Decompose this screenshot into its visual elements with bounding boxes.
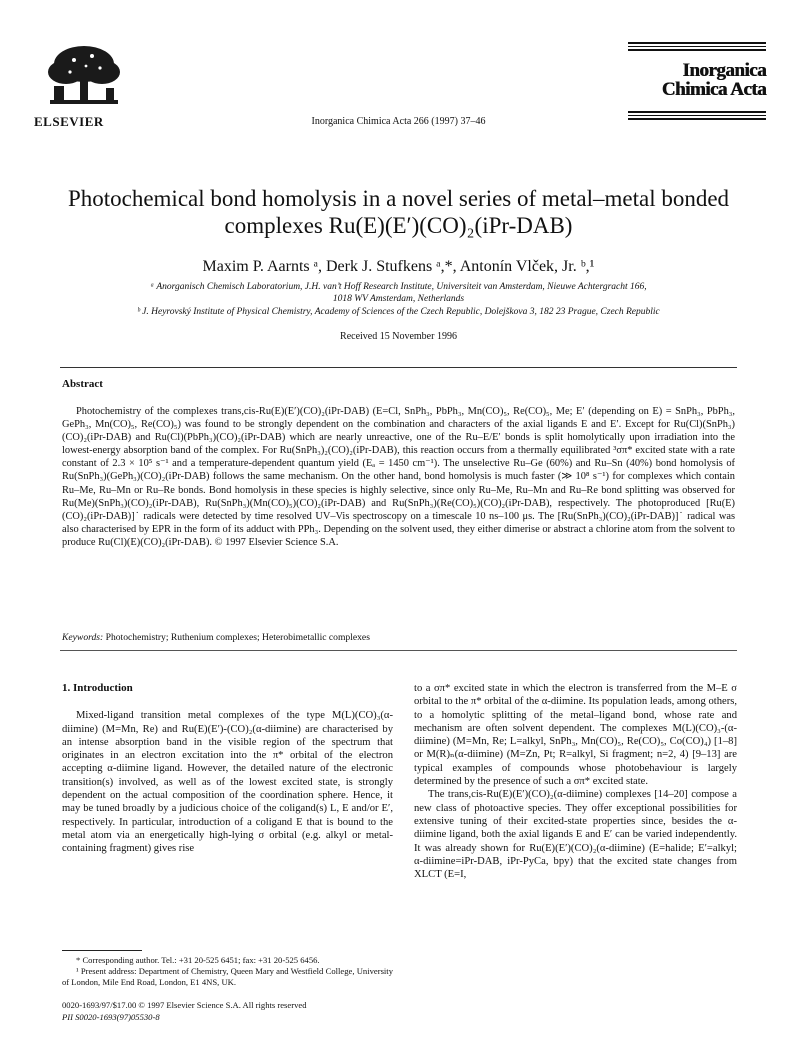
- body-paragraph: to a σπ* excited state in which the electron is transferred from the M–E σ orbital to the π* orbital of the α-diimine. Its population leads, among others, to a homolytic splitting of the metal–ligand bond, whose rate and mechanism are often solvent dependent. The complexes M(L)(CO)₃-(α-diimine) (M=Mn, Re; L=alkyl, SnPh₃, Mn(CO)₅, Re(CO)₅, Co(CO)₄) [1–8] or M(R)ₙ(α-diimine) (M=Zn, Pt; R=alkyl, Si fragment; n=2, 4) [9–13] are typical examples of compounds whose photobehaviour is largely determined by the presence of such a σπ* excited state.: [414, 683, 737, 788]
- author-list: Maxim P. Aarnts ᵃ, Derk J. Stufkens ᵃ,*, Antonín Vlček, Jr. ᵇ,¹: [202, 258, 595, 275]
- pii-line: PII S0020-1693(97)05530-8: [62, 1011, 160, 1022]
- title-line-2: complexes Ru(E)(E′)(CO)₂(iPr-DAB): [224, 213, 573, 238]
- footnote-corresponding: * Corresponding author. Tel.: +31 20-525 6451; fax: +31 20-525 6456.: [76, 955, 320, 965]
- divider: [60, 367, 737, 368]
- affiliation-a-line2: 1018 WV Amsterdam, Netherlands: [332, 294, 465, 304]
- affiliation-a-line1: ᵃ Anorganisch Chemisch Laboratorium, J.H. van’t Hoff Research Institute, Universiteit van Amsterdam, Nieuwe Achtergracht 166,: [150, 282, 647, 292]
- right-column: [414, 682, 737, 881]
- journal-name-line1: Inorganica: [682, 60, 766, 81]
- journal-citation: Inorganica Chimica Acta 266 (1997) 37–46: [311, 116, 486, 127]
- elsevier-tree-logo: [30, 42, 138, 110]
- section-heading: 1. Introduction: [62, 682, 133, 694]
- left-column: [62, 682, 393, 856]
- brand-rule: [628, 46, 766, 47]
- received-date: Received 15 November 1996: [340, 331, 457, 342]
- brand-rule: [628, 115, 766, 116]
- abstract-text: Photochemistry of the complexes trans,cis-Ru(E)(E′)(CO)₂(iPr-DAB) (E=Cl, SnPh₃, PbPh₃, Mn(CO)₅, Re(CO)₅, Me; E′ (depending on E) = SnPh₃, PbPh₃, GePh₃, Mn(CO)₅, Re(CO)₅) was found to be strongly dependent on the combination and characters of the axial ligands E and E′. Except for Ru(Cl)(SnPh₃)(CO)₂(iPr-DAB) and Ru(Cl)(PbPh₃)(CO)₂(iPr-DAB) which are nearly unreactive, one of the Ru–E/E′ bonds is split homolytically upon irradiation into the lowest-energy absorption band of the complex. For Ru(SnPh₃)₂(CO)₂(iPr-DAB), this reaction occurs from a thermally equilibrated ³σπ* excited state with a rate constant of 2.3 × 10⁵ s⁻¹ and a temperature-dependent quantum yield (Eₐ = 1450 cm⁻¹). The unselective Ru–Ge (60%) and Ru–Sn (40%) bond homolysis of Ru(SnPh₃)(GePh₃)(CO)₂(iPr-DAB) follows the same mechanism. On the other hand, bond homolysis is much faster (≫ 10⁸ s⁻¹) for complexes which contain Ru–Me, Ru–Mn or Ru–Re bonds. Bond homolysis in these species is highly selective, since only Ru–Me, Ru–Mn and Ru–Re bond splitting was observed for Ru(Me)(SnPh₃)(CO)₂(iPr-DAB), Ru(SnPh₃)(Mn(CO)₅)(CO)₂(iPr-DAB) and Ru(SnPh₃)(Re(CO)₅)(CO)₂(iPr-DAB), respectively. The photoproduced [Ru(E)(CO)₂(iPr-DAB)]˙ radicals were detected by time resolved UV–Vis spectroscopy on a timescale 10 ns–100 μs. The [Ru(SnPh₃)(CO)₂(iPr-DAB)]˙ radical was also characterised by EPR in the form of its adduct with PPh₃. Depending on the solvent used, they either dimerise or abstract a chlorine atom from the solvent to produce Ru(Cl)(E)(CO)₂(iPr-DAB). © 1997 Elsevier Science S.A.: [62, 406, 735, 548]
- publisher-name: ELSEVIER: [34, 114, 104, 129]
- keywords-list: Photochemistry; Ruthenium complexes; Heterobimetallic complexes: [105, 632, 370, 643]
- divider: [60, 650, 737, 651]
- keywords: [62, 632, 370, 643]
- keywords-label: Keywords:: [62, 632, 104, 643]
- journal-brand: [628, 42, 766, 122]
- abstract-heading: Abstract: [62, 378, 103, 390]
- title-line-1: Photochemical bond homolysis in a novel series of metal–metal bonded: [67, 186, 730, 211]
- body-paragraph: Mixed-ligand transition metal complexes of the type M(L)(CO)₃(α-diimine) (M=Mn, Re) and Ru(E)(E′)-(CO)₂(α-diimine) are characterised by an intense absorption band in the visible region of the spectrum that originates in an electron excitation into the π* orbital of the electron accepting α-diimine ligand. However, the detailed nature of the electronic transition(s) involved, as well as of the lowest excited state, is strongly dependent on the actual composition of the coordination sphere. Hence, it may be tuned broadly by a judicious choice of the coligand(s) L, E and/or E′, respectively. In particular, introduction of a coligand E that is bound to the metal atom via an energetically high-lying σ orbital (e.g. alkyl or metal-containing fragment) gives rise: [62, 710, 393, 855]
- journal-name-line2: Chimica Acta: [661, 79, 766, 100]
- brand-rule: [628, 42, 766, 44]
- issn-line: 0020-1693/97/$17.00 © 1997 Elsevier Science S.A. All rights reserved: [62, 1000, 307, 1010]
- issn-block: [62, 1000, 307, 1023]
- article-title: [40, 185, 757, 239]
- footnotes: [62, 955, 393, 988]
- body-paragraph: The trans,cis-Ru(E)(E′)(CO)₂(α-diimine) complexes [14–20] compose a new class of photoactive species. They offer exceptional possibilities for extensive tuning of their excited-state properties since, besides the α-diimine ligand, both the axial ligands E and E′ can be varied independently. It was already shown for Ru(E)(E′)(CO)₂(α-diimine) (E=halide; E′=alkyl; α-diimine=iPr-DAB, iPr-PyCa, bpy) that the excited state changes from XLCT (E=I,: [414, 789, 737, 881]
- brand-rule: [628, 111, 766, 113]
- footnote-rule: [62, 950, 142, 951]
- affiliation-b: ᵇ J. Heyrovský Institute of Physical Chemistry, Academy of Sciences of the Czech Republic, Dolejškova 3, 182 23 Prague, Czech Republic: [137, 307, 660, 317]
- brand-rule: [628, 118, 766, 120]
- brand-rule: [628, 49, 766, 51]
- footnote-present-address: ¹ Present address: Department of Chemistry, Queen Mary and Westfield College, University of London, Mile End Road, London, E1 4NS, UK.: [62, 966, 393, 987]
